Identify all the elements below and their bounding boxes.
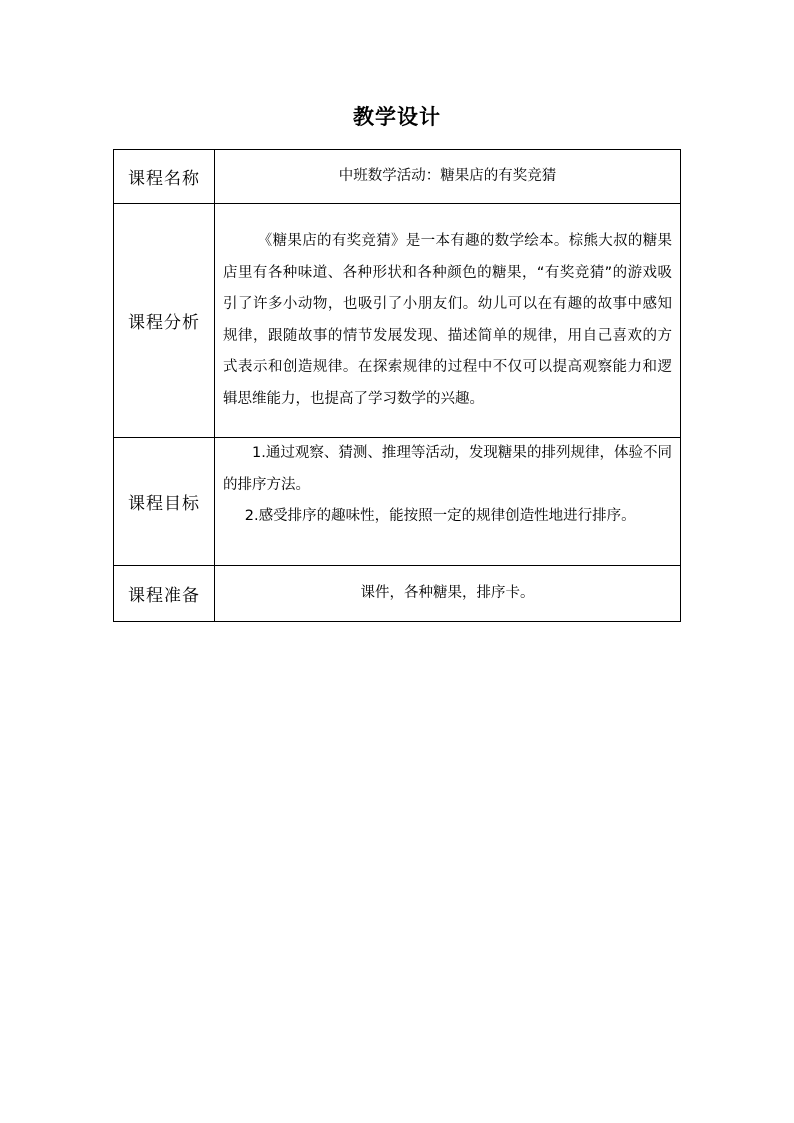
- course-preparation-value: 课件，各种糖果，排序卡。: [215, 566, 681, 622]
- course-goal-item-1: 1.通过观察、猜测、推理等活动，发现糖果的排列规律，体验不同的排序方法。: [223, 445, 672, 493]
- course-analysis-text: 《糖果店的有奖竞猜》是一本有趣的数学绘本。棕熊大叔的糖果店里有各种味道、各种形状和各种颜色的糖果，“有奖竞猜”的游戏吸引了许多小动物，也吸引了小朋友们。幼儿可以在有趣的故事中感知规律，跟随故事的情节发展发现、描述简单的规律，用自己喜欢的方式表示和创造规律。在探索规律的过程中不仅可以提高观察能力和逻辑思维能力，也提高了学习数学的兴趣。: [223, 233, 672, 407]
- document-title: 教学设计: [353, 105, 441, 129]
- course-preparation-label: 课程准备: [114, 566, 215, 622]
- table-row-course-goals: [114, 438, 681, 566]
- table-row-course-preparation: [114, 566, 681, 622]
- course-goals-cell: [215, 438, 681, 566]
- course-name-value: 中班数学活动：糖果店的有奖竞猜: [215, 150, 681, 204]
- lesson-plan-table: [113, 149, 681, 622]
- table-row-course-analysis: [114, 204, 681, 438]
- course-goal-item-2: 2.感受排序的趣味性，能按照一定的规律创造性地进行排序。: [244, 508, 636, 524]
- table-row-course-name: [114, 150, 681, 204]
- course-analysis-cell: [215, 204, 681, 438]
- course-goals-label: 课程目标: [114, 438, 215, 566]
- course-name-label: 课程名称: [114, 150, 215, 204]
- course-analysis-label: 课程分析: [114, 204, 215, 438]
